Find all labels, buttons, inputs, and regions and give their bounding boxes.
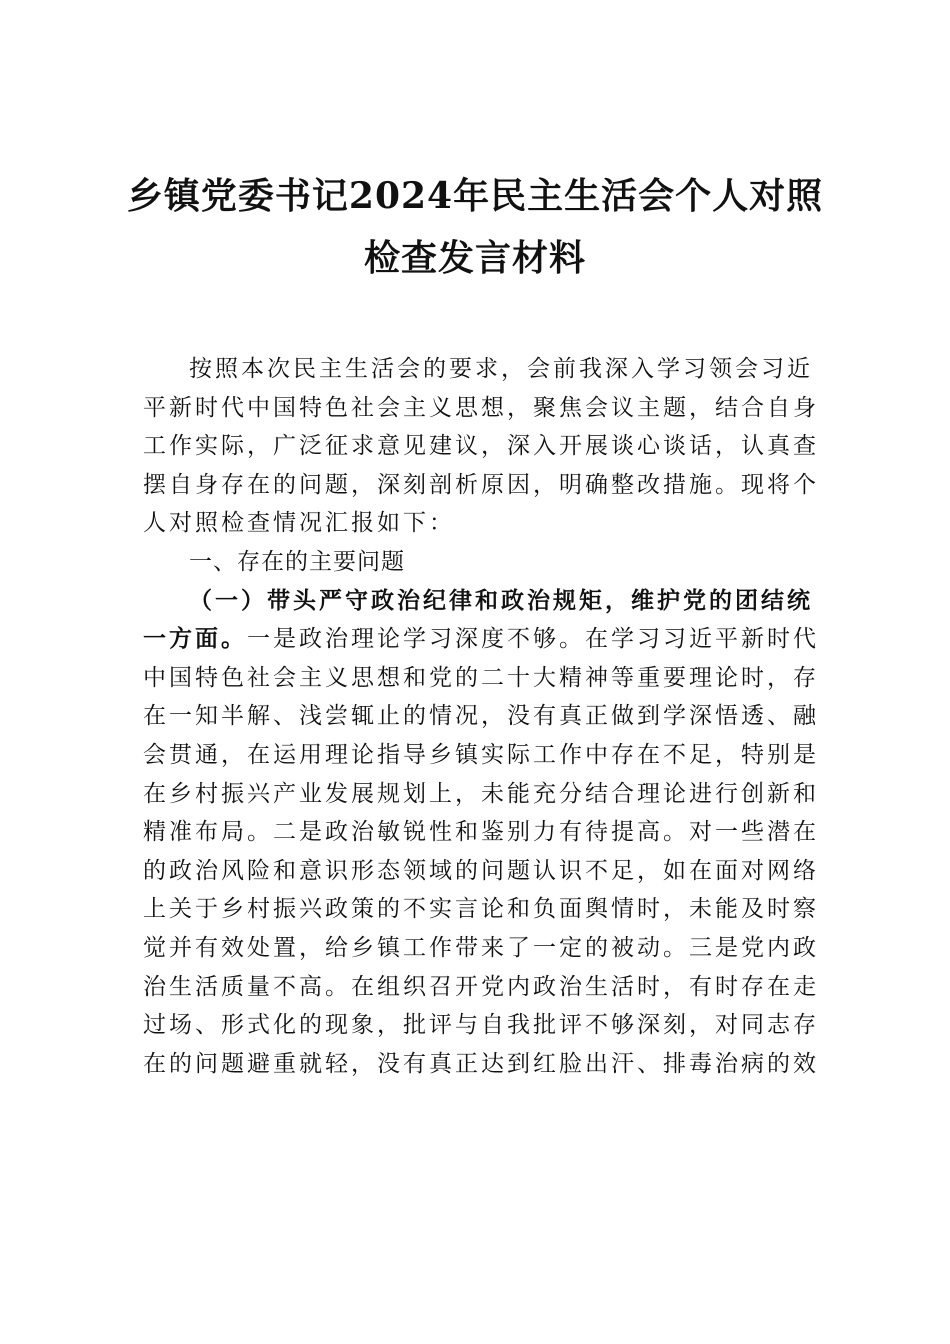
body-line: 在乡村振兴产业发展规划上，未能充分结合理论进行创新和: [143, 780, 819, 807]
body-line: 中国特色社会主义思想和党的二十大精神等重要理论时，存: [143, 664, 819, 691]
intro-line: 工作实际，广泛征求意见建议，深入开展谈心谈话，认真查: [143, 433, 819, 460]
subsection-line: [143, 620, 819, 659]
intro-line: 摆自身存在的问题，深刻剖析原因，明确整改措施。现将个: [143, 471, 819, 498]
body-line: 在的问题避重就轻，没有真正达到红脸出汗、排毒治病的效: [143, 1050, 819, 1077]
subsection-lead: （一）带头严守政治纪律和政治规矩，维护党的团结统: [189, 586, 813, 614]
intro-line: 人对照检查情况汇报如下：: [143, 510, 455, 537]
document-title: [100, 165, 850, 289]
title-line-1: 乡镇党委书记2024年民主生活会个人对照: [126, 175, 824, 217]
body-line: 上关于乡村振兴政策的不实言论和负面舆情时，未能及时察: [143, 896, 819, 923]
section-heading: 一、存在的主要问题: [189, 548, 405, 575]
body-line: 治生活质量不高。在组织召开党内政治生活时，有时存在走: [143, 973, 819, 1000]
body-line: 觉并有效处置，给乡镇工作带来了一定的被动。三是党内政: [143, 934, 819, 961]
body-line: 精准布局。二是政治敏锐性和鉴别力有待提高。对一些潜在: [143, 819, 819, 846]
body-line: 的政治风险和意识形态领域的问题认识不足，如在面对网络: [143, 857, 819, 884]
body-line: 在一知半解、浅尝辄止的情况，没有真正做到学深悟透、融: [143, 703, 819, 730]
document-body: [143, 350, 819, 1083]
intro-line: 按照本次民主生活会的要求，会前我深入学习领会习近: [189, 356, 813, 382]
intro-line: 平新时代中国特色社会主义思想，聚焦会议主题，结合自身: [143, 394, 819, 421]
subsection-lead-end: 一方面。: [143, 625, 247, 653]
title-line-2: 检查发言材料: [363, 237, 586, 279]
body-line: 过场、形式化的现象，批评与自我批评不够深刻，对同志存: [143, 1012, 819, 1039]
body-text-span: 一是政治理论学习深度不够。在学习习近平新时代: [247, 626, 819, 653]
body-line: 会贯通，在运用理论指导乡镇实际工作中存在不足，特别是: [143, 741, 819, 768]
